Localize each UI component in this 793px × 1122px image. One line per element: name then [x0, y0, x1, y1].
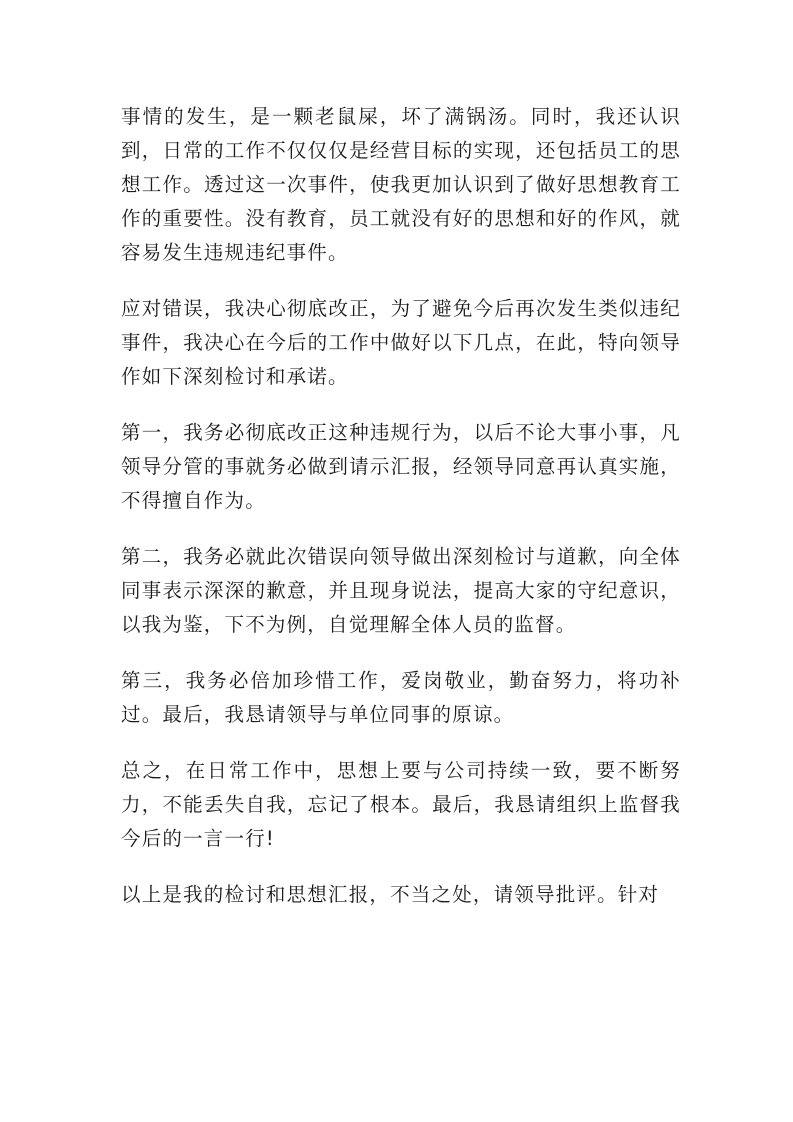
- paragraph-1: 事情的发生，是一颗老鼠屎，坏了满锅汤。同时，我还认识到，日常的工作不仅仅仅是经营目标的实现，还包括员工的思想工作。透过这一次事件，使我更加认识到了做好思想教育工作的重要性。没有教育，员工就没有好的思想和好的作风，就容易发生违规违纪事件。: [121, 105, 681, 264]
- paragraph-4: 第二，我务必就此次错误向领导做出深刻检讨与道歉，向全体同事表示深深的歉意，并且现身说法，提高大家的守纪意识，以我为鉴，下不为例，自觉理解全体人员的监督。: [121, 545, 681, 636]
- paragraph-5: 第三，我务必倍加珍惜工作，爱岗敬业，勤奋努力，将功补过。最后，我恳请领导与单位同事的原谅。: [121, 669, 681, 726]
- paragraph-6: 总之，在日常工作中，思想上要与公司持续一致，要不断努力，不能丢失自我，忘记了根本。最后，我恳请组织上监督我今后的一言一行!: [121, 759, 681, 850]
- document-body: [121, 100, 681, 934]
- paragraph-7: 以上是我的检讨和思想汇报，不当之处，请领导批评。针对: [121, 883, 660, 906]
- paragraph-2: 应对错误，我决心彻底改正，为了避免今后再次发生类似违纪事件，我决心在今后的工作中做好以下几点，在此，特向领导作如下深刻检讨和承诺。: [121, 297, 681, 388]
- paragraph-3: 第一，我务必彻底改正这种违规行为，以后不论大事小事，凡领导分管的事就务必做到请示汇报，经领导同意再认真实施，不得擅自作为。: [121, 421, 681, 512]
